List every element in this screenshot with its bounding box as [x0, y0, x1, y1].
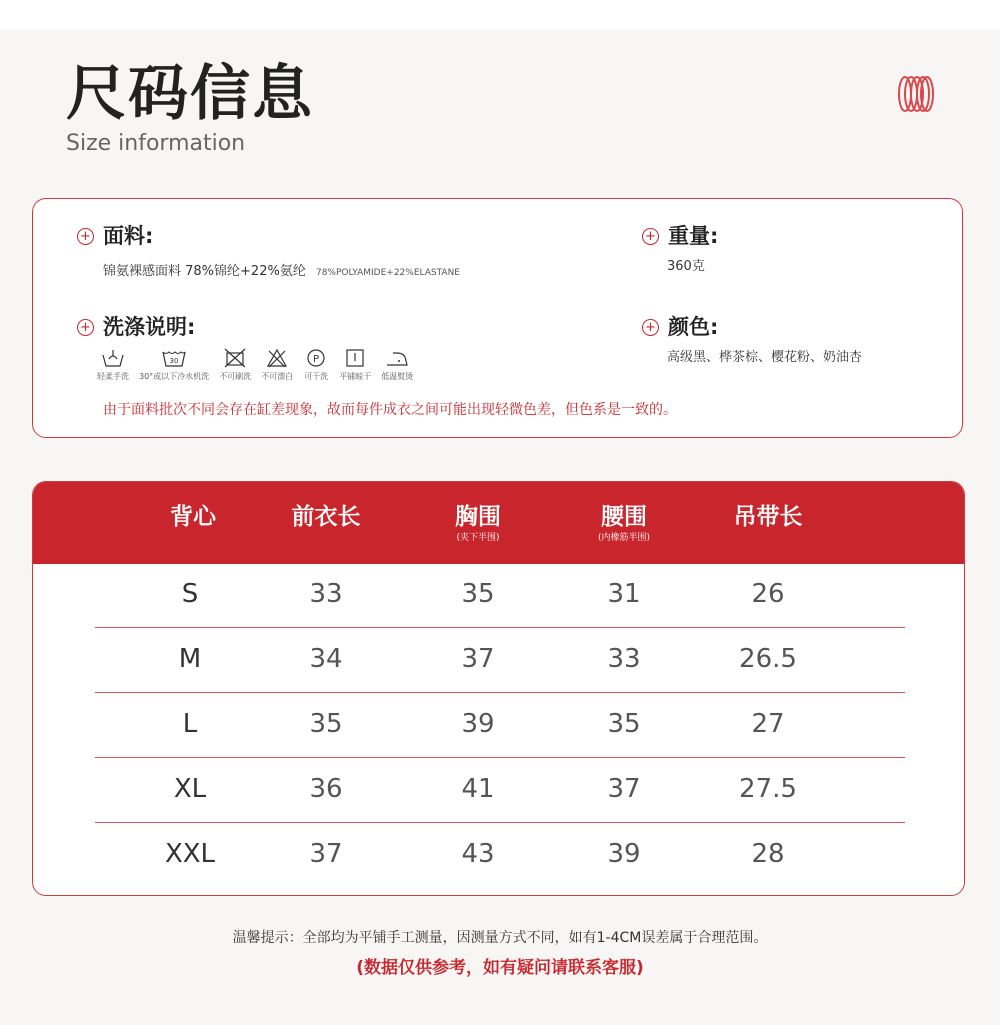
page-title: 尺码信息 [66, 59, 314, 129]
top-strip [0, 0, 1000, 30]
table-row [95, 759, 905, 823]
size-cell: M [178, 644, 202, 674]
value-cell: 26.5 [739, 644, 797, 674]
header-cell: 吊带长 [733, 504, 803, 530]
svg-text:30: 30 [169, 357, 179, 365]
washing-section [77, 314, 195, 340]
value-cell: 27 [751, 709, 785, 739]
measurement-tip: 温馨提示：全部均为平铺手工测量，因测量方式不同，如有1-4CM误差属于合理范围。 [232, 930, 768, 946]
value-cell: 28 [751, 839, 785, 869]
value-cell: 34 [309, 644, 343, 674]
care-item: 不可刷洗 [219, 347, 251, 382]
reference-note: (数据仅供参考，如有疑问请联系客服) [356, 958, 644, 978]
row-divider [95, 757, 905, 758]
size-cell: XXL [164, 839, 216, 869]
flat-dry-shade-icon [342, 347, 368, 369]
value-cell: 41 [461, 774, 495, 804]
value-cell: 31 [607, 579, 641, 609]
washing-title: 洗涤说明: [103, 315, 196, 339]
value-cell: 37 [461, 644, 495, 674]
value-cell: 35 [607, 709, 641, 739]
color-difference-warning: 由于面料批次不同会存在缸差现象，故而每件成衣之间可能出现轻微色差，但色系是一致的。 [103, 402, 677, 418]
value-cell: 37 [607, 774, 641, 804]
care-item: 不可漂白 [261, 347, 293, 382]
gentle-hand-wash-icon [100, 347, 126, 369]
machine-wash-30-icon [161, 347, 187, 369]
care-item: 轻柔手洗 [97, 347, 129, 382]
value-cell: 27.5 [739, 774, 797, 804]
no-bleach-icon [264, 347, 290, 369]
low-iron-icon [384, 347, 410, 369]
plus-circle-icon: + [77, 228, 94, 245]
care-item: 30 30°或以下冷水机洗 [139, 347, 209, 382]
info-card [32, 198, 963, 438]
care-icons [97, 347, 423, 382]
fabric-composition-en: 78%POLYAMIDE+22%ELASTANE [315, 268, 460, 278]
value-cell: 33 [607, 644, 641, 674]
value-cell: 37 [309, 839, 343, 869]
value-cell: 33 [309, 579, 343, 609]
table-row [95, 694, 905, 758]
plus-circle-icon: + [642, 319, 659, 336]
no-brush-icon [222, 347, 248, 369]
header-cell: 胸围 (夹下半围) [455, 504, 501, 543]
care-item: 低温熨烫 [381, 347, 413, 382]
value-cell: 39 [607, 839, 641, 869]
size-cell: S [181, 579, 199, 609]
header-cell: 腰围 (内橡筋半围) [597, 504, 651, 543]
plus-circle-icon: + [642, 228, 659, 245]
fabric-title: 面料: [103, 224, 154, 248]
row-divider [95, 692, 905, 693]
weight-section [642, 223, 718, 249]
row-divider [95, 822, 905, 823]
table-header [33, 482, 965, 564]
size-cell: L [182, 709, 198, 739]
row-divider [95, 627, 905, 628]
table-row [95, 629, 905, 693]
care-item: P 可干洗 [303, 347, 329, 382]
table-row [95, 564, 905, 628]
weight-title: 重量: [668, 224, 719, 248]
dry-clean-p-icon [303, 347, 329, 369]
color-section [642, 314, 718, 340]
table-row [95, 824, 905, 888]
page-subtitle: Size information [66, 131, 246, 156]
value-cell: 35 [461, 579, 495, 609]
size-table [32, 481, 965, 896]
color-title: 颜色: [668, 315, 719, 339]
care-item: 平铺晾干 [339, 347, 371, 382]
fabric-text [103, 263, 460, 282]
size-cell: XL [173, 774, 207, 804]
fabric-section [77, 223, 153, 249]
fabric-composition: 锦氨裸感面料 78%锦纶+22%氨纶 [103, 264, 306, 279]
value-cell: 36 [309, 774, 343, 804]
header-cell: 背心 [170, 504, 216, 530]
value-cell: 39 [461, 709, 495, 739]
weight-text: 360克 [667, 259, 705, 274]
rings-logo-icon [896, 74, 936, 114]
value-cell: 26 [751, 579, 785, 609]
color-text: 高级黑、桦茶棕、樱花粉、奶油杏 [667, 350, 863, 365]
value-cell: 35 [309, 709, 343, 739]
value-cell: 43 [461, 839, 495, 869]
plus-circle-icon: + [77, 319, 94, 336]
header-cell: 前衣长 [291, 504, 361, 530]
svg-text:P: P [313, 354, 320, 365]
